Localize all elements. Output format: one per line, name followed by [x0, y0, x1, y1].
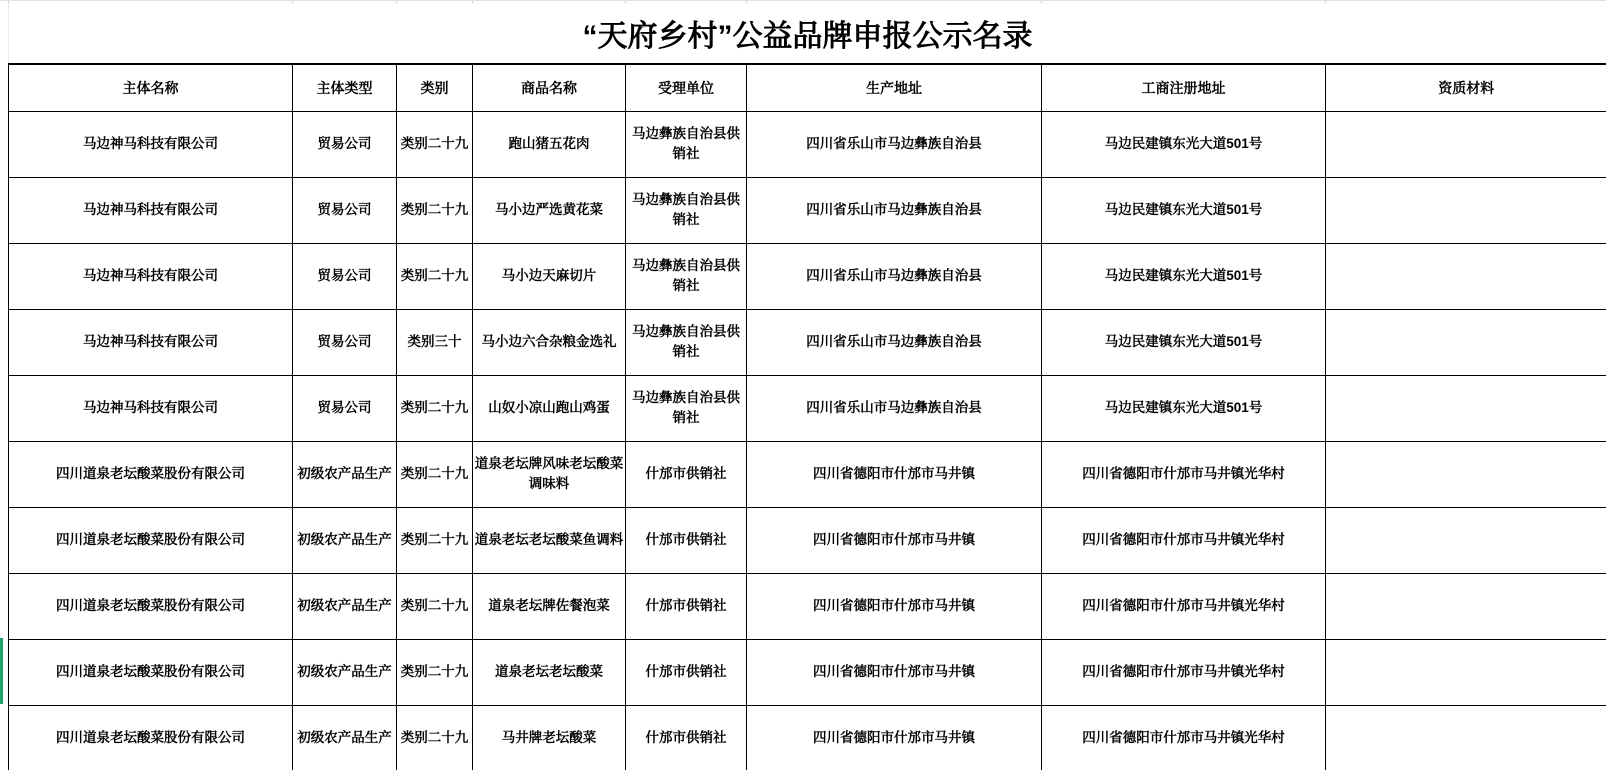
cell-subject-name[interactable]: 四川道泉老坛酸菜股份有限公司	[9, 441, 293, 507]
cell-qualification-materials[interactable]	[1326, 177, 1606, 243]
cell-subject-type[interactable]: 贸易公司	[293, 243, 397, 309]
cell-category[interactable]: 类别二十九	[397, 111, 473, 177]
cell-production-address[interactable]: 四川省德阳市什邡市马井镇	[747, 507, 1042, 573]
cell-product-name[interactable]: 马小边严选黄花菜	[473, 177, 626, 243]
column-header-accepting-unit[interactable]: 受理单位	[626, 64, 747, 111]
table-row	[9, 375, 1606, 441]
cell-accepting-unit[interactable]: 马边彝族自治县供销社	[626, 375, 747, 441]
cell-subject-type[interactable]: 初级农产品生产	[293, 705, 397, 770]
cell-registered-address[interactable]: 四川省德阳市什邡市马井镇光华村	[1042, 441, 1326, 507]
column-header-qualification-materials[interactable]: 资质材料	[1326, 64, 1606, 111]
cell-registered-address[interactable]: 马边民建镇东光大道501号	[1042, 375, 1326, 441]
cell-category[interactable]: 类别二十九	[397, 705, 473, 770]
cell-category[interactable]: 类别二十九	[397, 573, 473, 639]
cell-production-address[interactable]: 四川省乐山市马边彝族自治县	[747, 309, 1042, 375]
table-row	[9, 177, 1606, 243]
cell-accepting-unit[interactable]: 马边彝族自治县供销社	[626, 243, 747, 309]
cell-registered-address[interactable]: 马边民建镇东光大道501号	[1042, 177, 1326, 243]
cell-qualification-materials[interactable]	[1326, 243, 1606, 309]
cell-subject-name[interactable]: 四川道泉老坛酸菜股份有限公司	[9, 705, 293, 770]
cell-category[interactable]: 类别二十九	[397, 243, 473, 309]
cell-accepting-unit[interactable]: 马边彝族自治县供销社	[626, 177, 747, 243]
cell-production-address[interactable]: 四川省乐山市马边彝族自治县	[747, 375, 1042, 441]
cell-qualification-materials[interactable]	[1326, 111, 1606, 177]
cell-production-address[interactable]: 四川省德阳市什邡市马井镇	[747, 573, 1042, 639]
brand-listing-table	[8, 63, 1606, 770]
page-title: “天府乡村”公益品牌申报公示名录	[8, 3, 1606, 63]
cell-production-address[interactable]: 四川省德阳市什邡市马井镇	[747, 705, 1042, 770]
cell-product-name[interactable]: 道泉老坛老坛酸菜	[473, 639, 626, 705]
cell-accepting-unit[interactable]: 马边彝族自治县供销社	[626, 309, 747, 375]
cell-registered-address[interactable]: 四川省德阳市什邡市马井镇光华村	[1042, 639, 1326, 705]
cell-accepting-unit[interactable]: 什邡市供销社	[626, 573, 747, 639]
header-row	[9, 64, 1606, 111]
column-header-subject-name[interactable]: 主体名称	[9, 64, 293, 111]
cell-subject-name[interactable]: 四川道泉老坛酸菜股份有限公司	[9, 573, 293, 639]
cell-subject-name[interactable]: 马边神马科技有限公司	[9, 111, 293, 177]
cell-subject-name[interactable]: 四川道泉老坛酸菜股份有限公司	[9, 639, 293, 705]
cell-subject-type[interactable]: 初级农产品生产	[293, 639, 397, 705]
column-header-category[interactable]: 类别	[397, 64, 473, 111]
cell-qualification-materials[interactable]	[1326, 441, 1606, 507]
cell-production-address[interactable]: 四川省乐山市马边彝族自治县	[747, 111, 1042, 177]
cell-qualification-materials[interactable]	[1326, 705, 1606, 770]
cell-registered-address[interactable]: 马边民建镇东光大道501号	[1042, 111, 1326, 177]
cell-subject-name[interactable]: 马边神马科技有限公司	[9, 375, 293, 441]
cell-qualification-materials[interactable]	[1326, 573, 1606, 639]
cell-product-name[interactable]: 马小边六合杂粮金选礼	[473, 309, 626, 375]
cell-product-name[interactable]: 马井牌老坛酸菜	[473, 705, 626, 770]
cell-product-name[interactable]: 跑山猪五花肉	[473, 111, 626, 177]
cell-category[interactable]: 类别三十	[397, 309, 473, 375]
cell-product-name[interactable]: 山奴小凉山跑山鸡蛋	[473, 375, 626, 441]
cell-subject-name[interactable]: 马边神马科技有限公司	[9, 177, 293, 243]
cell-category[interactable]: 类别二十九	[397, 639, 473, 705]
cell-qualification-materials[interactable]	[1326, 309, 1606, 375]
cell-category[interactable]: 类别二十九	[397, 177, 473, 243]
cell-category[interactable]: 类别二十九	[397, 507, 473, 573]
cell-product-name[interactable]: 马小边天麻切片	[473, 243, 626, 309]
cell-subject-type[interactable]: 初级农产品生产	[293, 507, 397, 573]
table-row	[9, 441, 1606, 507]
table-row	[9, 639, 1606, 705]
cell-production-address[interactable]: 四川省德阳市什邡市马井镇	[747, 639, 1042, 705]
cell-qualification-materials[interactable]	[1326, 375, 1606, 441]
column-header-registered-address[interactable]: 工商注册地址	[1042, 64, 1326, 111]
table-row	[9, 507, 1606, 573]
cell-accepting-unit[interactable]: 什邡市供销社	[626, 639, 747, 705]
column-header-product-name[interactable]: 商品名称	[473, 64, 626, 111]
cell-production-address[interactable]: 四川省乐山市马边彝族自治县	[747, 243, 1042, 309]
selected-cell-border	[0, 638, 3, 704]
cell-product-name[interactable]: 道泉老坛老坛酸菜鱼调料	[473, 507, 626, 573]
cell-subject-type[interactable]: 贸易公司	[293, 111, 397, 177]
cell-subject-type[interactable]: 初级农产品生产	[293, 573, 397, 639]
cell-qualification-materials[interactable]	[1326, 639, 1606, 705]
cell-production-address[interactable]: 四川省乐山市马边彝族自治县	[747, 177, 1042, 243]
cell-subject-type[interactable]: 贸易公司	[293, 177, 397, 243]
table-row	[9, 573, 1606, 639]
cell-accepting-unit[interactable]: 什邡市供销社	[626, 705, 747, 770]
cell-subject-type[interactable]: 贸易公司	[293, 375, 397, 441]
cell-qualification-materials[interactable]	[1326, 507, 1606, 573]
cell-registered-address[interactable]: 四川省德阳市什邡市马井镇光华村	[1042, 573, 1326, 639]
column-header-production-address[interactable]: 生产地址	[747, 64, 1042, 111]
cell-subject-name[interactable]: 马边神马科技有限公司	[9, 309, 293, 375]
cell-registered-address[interactable]: 马边民建镇东光大道501号	[1042, 309, 1326, 375]
table-row	[9, 309, 1606, 375]
cell-product-name[interactable]: 道泉老坛牌风味老坛酸菜调味料	[473, 441, 626, 507]
cell-category[interactable]: 类别二十九	[397, 375, 473, 441]
cell-subject-name[interactable]: 四川道泉老坛酸菜股份有限公司	[9, 507, 293, 573]
cell-registered-address[interactable]: 四川省德阳市什邡市马井镇光华村	[1042, 507, 1326, 573]
cell-production-address[interactable]: 四川省德阳市什邡市马井镇	[747, 441, 1042, 507]
cell-accepting-unit[interactable]: 马边彝族自治县供销社	[626, 111, 747, 177]
table-row	[9, 243, 1606, 309]
cell-subject-type[interactable]: 初级农产品生产	[293, 441, 397, 507]
cell-accepting-unit[interactable]: 什邡市供销社	[626, 441, 747, 507]
table-body	[9, 111, 1606, 770]
cell-accepting-unit[interactable]: 什邡市供销社	[626, 507, 747, 573]
cell-registered-address[interactable]: 马边民建镇东光大道501号	[1042, 243, 1326, 309]
column-header-subject-type[interactable]: 主体类型	[293, 64, 397, 111]
cell-registered-address[interactable]: 四川省德阳市什邡市马井镇光华村	[1042, 705, 1326, 770]
cell-subject-type[interactable]: 贸易公司	[293, 309, 397, 375]
cell-subject-name[interactable]: 马边神马科技有限公司	[9, 243, 293, 309]
table-row	[9, 111, 1606, 177]
cell-product-name[interactable]: 道泉老坛牌佐餐泡菜	[473, 573, 626, 639]
cell-category[interactable]: 类别二十九	[397, 441, 473, 507]
table-row	[9, 705, 1606, 770]
